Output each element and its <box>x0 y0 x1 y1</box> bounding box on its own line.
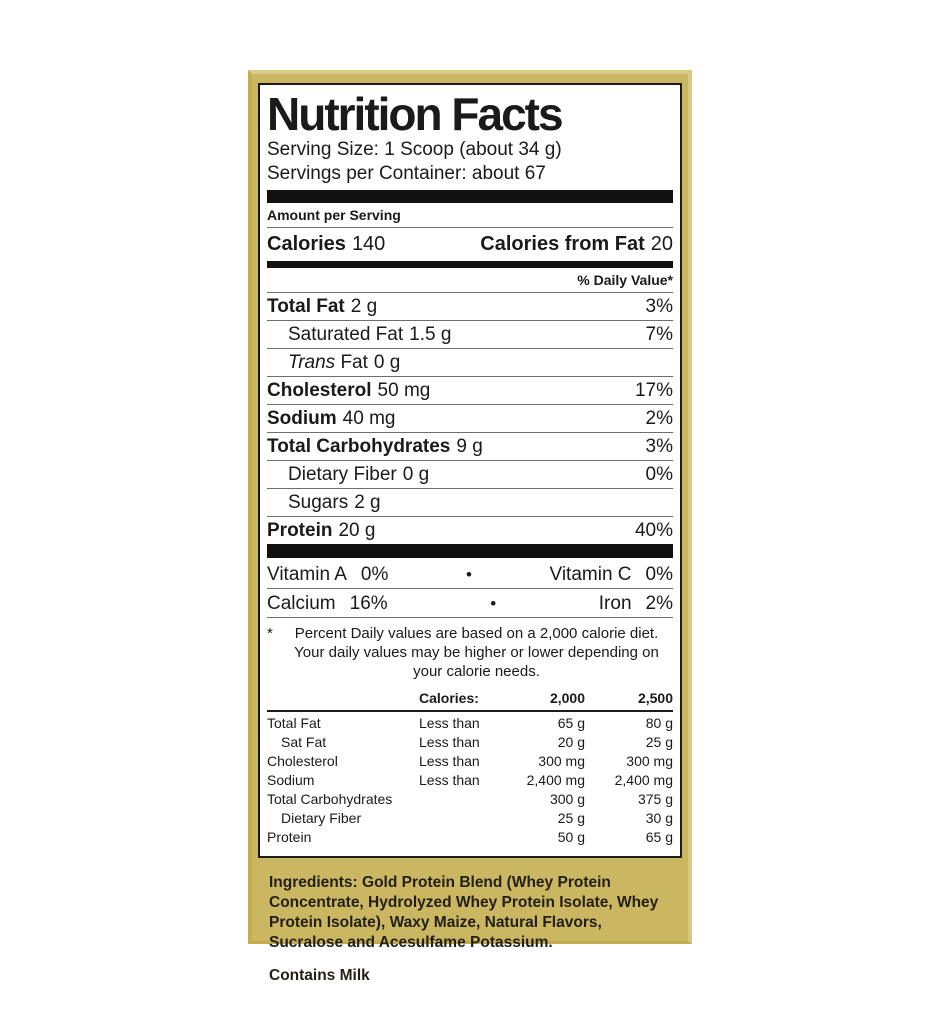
separator-bar-thick <box>267 544 673 558</box>
ingredients-text: Ingredients: Gold Protein Blend (Whey Protein Concentrate, Hydrolyzed Whey Protein Isolate, Whey Protein Isolate), Waxy Maize, Natural Flavors, Sucralose and Acesulfame Potassium. <box>269 874 659 951</box>
nutrition-facts-box <box>258 83 682 858</box>
table-row-total-carbohydrates: Total Carbohydrates 300 g 375 g <box>267 791 673 807</box>
nutrient-row-trans-fat: Trans Fat 0 g <box>267 348 673 376</box>
table-row-total-fat: Total Fat Less than 65 g 80 g <box>267 715 673 731</box>
separator-bar-thick <box>267 190 673 203</box>
dv-value: 17% <box>634 380 673 401</box>
dv-value: 7% <box>645 324 673 345</box>
dv-value: 40% <box>634 520 673 541</box>
nutrient-row-total-carbohydrates: Total Carbohydrates 9 g 3% <box>267 432 673 460</box>
nutrient-row-total-fat: Total Fat 2 g 3% <box>267 292 673 320</box>
dv-value: 3% <box>645 296 673 317</box>
nutrient-row-sodium: Sodium 40 mg 2% <box>267 404 673 432</box>
table-row-sat-fat: Sat Fat Less than 20 g 25 g <box>281 734 673 750</box>
dv-value: 0% <box>645 464 673 485</box>
calories: Calories 140 <box>267 233 386 255</box>
dv-value: 3% <box>645 436 673 457</box>
nutrition-facts-title: Nutrition Facts <box>267 88 562 140</box>
daily-values-reference-table <box>267 689 673 847</box>
allergen-statement: Contains Milk <box>269 967 370 984</box>
table-row-dietary-fiber: Dietary Fiber 25 g 30 g <box>281 810 673 826</box>
table-row-cholesterol: Cholesterol Less than 300 mg 300 mg <box>267 753 673 769</box>
nutrient-row-cholesterol: Cholesterol 50 mg 17% <box>267 376 673 404</box>
daily-value-footnote: * Percent Daily values are based on a 2,000 calorie diet. Your daily values may be higher or lower depending on your calorie needs. <box>267 625 659 680</box>
micronutrient-row-vitamins: Vitamin A 0% • Vitamin C 0% <box>267 560 673 589</box>
servings-per-container: Servings per Container: about 67 <box>267 163 546 184</box>
table-header: Calories: 2,000 2,500 <box>267 689 673 712</box>
daily-value-header: % Daily Value* <box>577 272 673 288</box>
serving-size: Serving Size: 1 Scoop (about 34 g) <box>267 139 562 160</box>
nutrient-row-dietary-fiber: Dietary Fiber 0 g 0% <box>267 460 673 488</box>
gold-label-panel <box>248 70 692 984</box>
calories-row <box>267 227 673 259</box>
micronutrient-row-minerals: Calcium 16% • Iron 2% <box>267 589 673 618</box>
nutrient-row-sugars: Sugars 2 g <box>267 488 673 516</box>
amount-per-serving-label: Amount per Serving <box>267 207 401 223</box>
table-row-sodium: Sodium Less than 2,400 mg 2,400 mg <box>267 772 673 788</box>
bullet-separator: • <box>490 594 497 613</box>
nutrient-row-saturated-fat: Saturated Fat 1.5 g 7% <box>267 320 673 348</box>
nutrient-row-protein: Protein 20 g 40% <box>267 516 673 544</box>
bullet-separator: • <box>465 565 472 584</box>
calories-from-fat: Calories from Fat 20 <box>480 233 673 255</box>
dv-value: 2% <box>645 408 673 429</box>
separator-bar-medium <box>267 261 673 268</box>
table-row-protein: Protein 50 g 65 g <box>267 829 673 845</box>
